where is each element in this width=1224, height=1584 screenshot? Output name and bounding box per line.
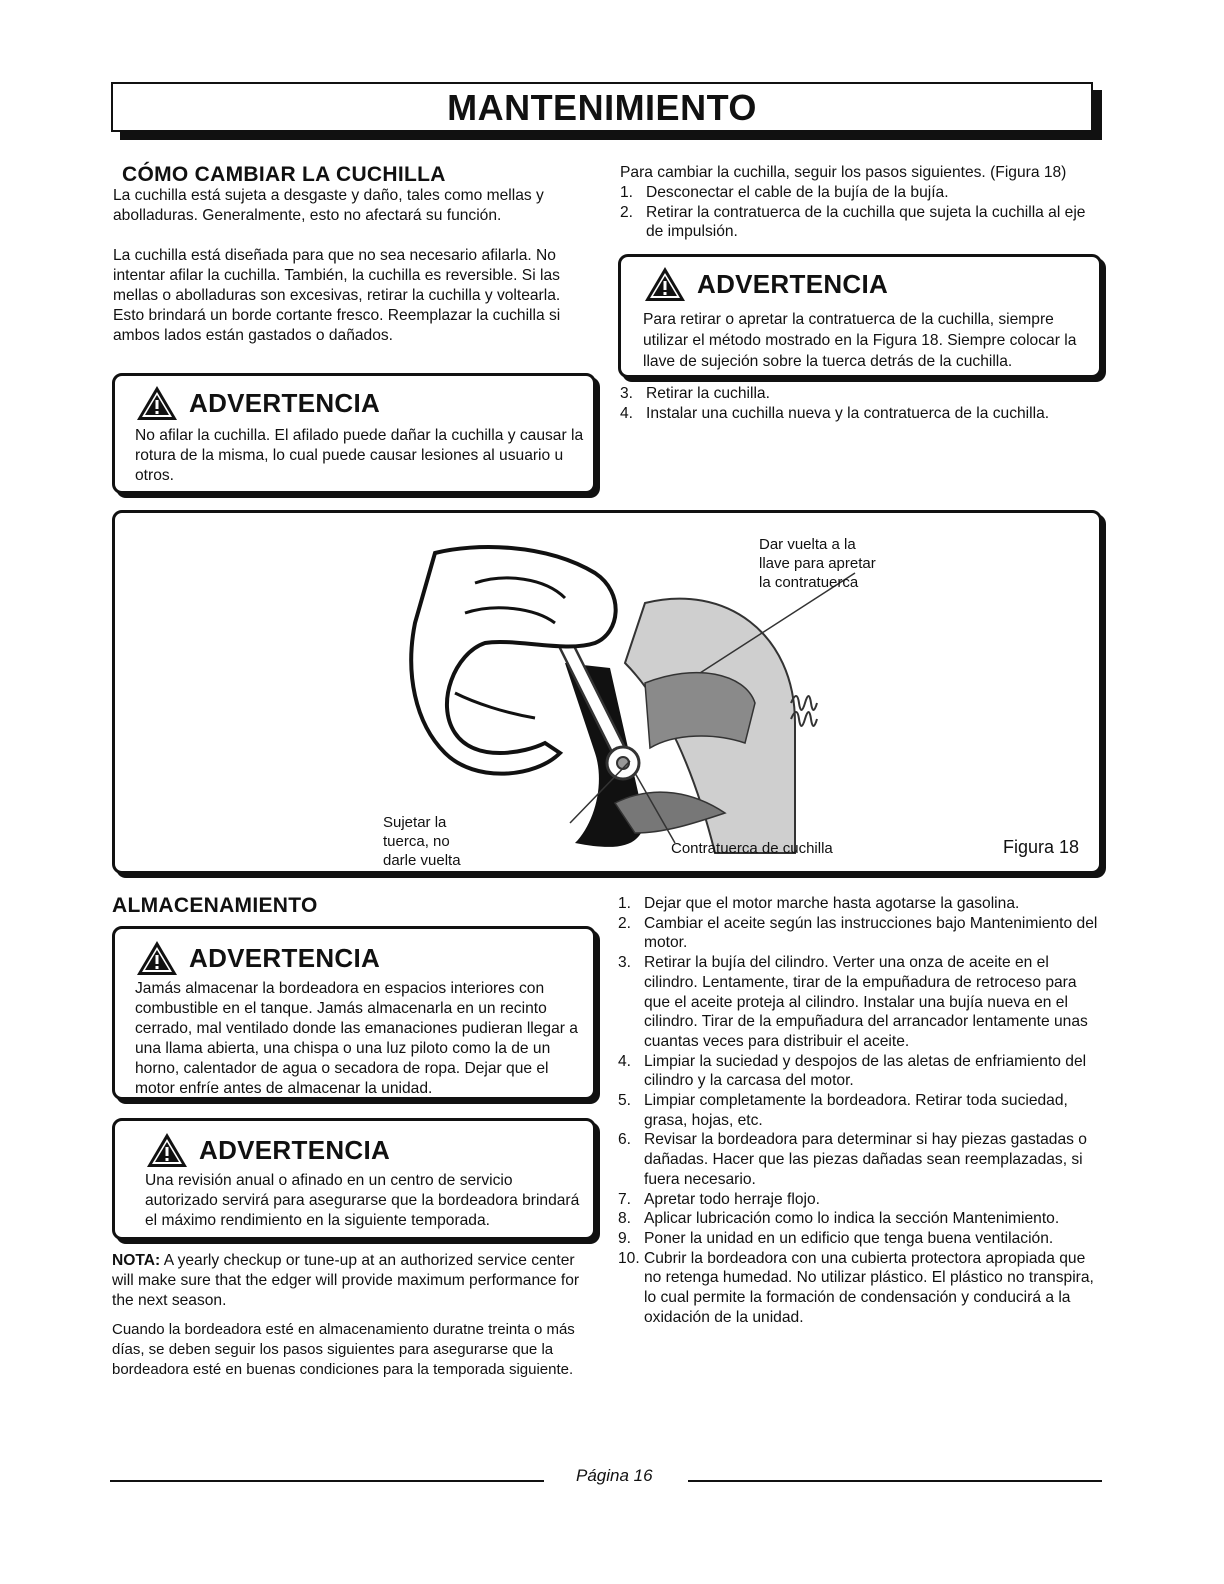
warning-title: ADVERTENCIA — [135, 384, 593, 422]
warning-title: ADVERTENCIA — [643, 265, 1099, 303]
blade-steps-list-b — [620, 384, 1090, 423]
blade-section-title: CÓMO CAMBIAR LA CUCHILLA — [122, 163, 446, 186]
warning-body: Una revisión anual o afinado en un centro de servicio autorizado servirá para asegurarse que la bordeadora brindará el máximo rendimiento en la siguiente temporada. — [145, 1172, 580, 1229]
list-item: 10. Cubrir la bordeadora con una cubierta protectora apropiada que no retenga humedad. No utilizar plástico. El plástico no transpira, lo cual permite la formación de condensación y conducirá a la oxidación de la unidad. — [618, 1249, 1094, 1326]
list-item: 9. Poner la unidad en un edificio que tenga buena ventilación. — [618, 1229, 1054, 1247]
page-title: MANTENIMIENTO — [111, 82, 1093, 132]
list-item: 7. Apretar todo herraje flojo. — [618, 1190, 820, 1208]
note-label: NOTA: — [112, 1252, 161, 1269]
storage-paragraph: Cuando la bordeadora esté en almacenamiento duratne treinta o más días, se deben seguir los pasos siguientes para asegurarse que la bordeadora esté en buenas condiciones para la temporada siguiente. — [112, 1321, 575, 1378]
list-item: 4. Instalar una cuchilla nueva y la contratuerca de la cuchilla. — [620, 404, 1050, 422]
callout-blade-locknut: Contratuerca de cuchilla — [671, 840, 833, 857]
warning-triangle-icon — [135, 939, 179, 977]
warning-body: Para retirar o apretar la contratuerca de la cuchilla, siempre utilizar el método mostrado en la Figura 18. Siempre colocar la llave de sujeción sobre la tuerca detrás de la cuchilla. — [643, 311, 1077, 370]
callout-hold-nut: Sujetar la tuerca, no darle vuelta — [383, 814, 461, 869]
storage-section-title: ALMACENAMIENTO — [112, 894, 318, 917]
blade-steps-list-a — [620, 183, 1090, 242]
warning-body: No afilar la cuchilla. El afilado puede dañar la cuchilla y causar la rotura de la misma, lo cual puede causar lesiones al usuario u otros. — [135, 427, 584, 484]
blade-para-1: La cuchilla está sujeta a desgaste y daño, tales como mellas y abolladuras. Generalmente, esto no afectará su función. — [113, 187, 544, 224]
warning-box-annual-checkup — [112, 1118, 596, 1240]
note-text: A yearly checkup or tune-up at an authorized service center will make sure that the edger will provide maximum performance for the next season. — [112, 1252, 580, 1309]
warning-box-locknut — [618, 254, 1102, 378]
list-item: 8. Aplicar lubricación como lo indica la sección Mantenimiento. — [618, 1210, 1060, 1228]
warning-title: ADVERTENCIA — [145, 1131, 593, 1169]
list-item: 1. Desconectar el cable de la bujía de la bujía. — [620, 184, 949, 201]
figure-18-box — [112, 510, 1102, 874]
warning-title: ADVERTENCIA — [135, 939, 593, 977]
list-item: 5. Limpiar completamente la bordeadora. Retirar toda suciedad, grasa, hojas, etc. — [618, 1092, 1068, 1129]
list-item: 2. Retirar la contratuerca de la cuchilla que sujeta la cuchilla al eje de impulsión. — [620, 203, 1086, 241]
warning-triangle-icon — [135, 384, 179, 422]
blade-para-2: La cuchilla está diseñada para que no sea necesario afilarla. No intentar afilar la cuchilla. También, la cuchilla es reversible. Si las mellas o abolladuras son excesivas, retirar la cuchilla y voltearla. Esto brindará un borde cortante fresco. Reemplazar la cuchilla si ambos lados están gastados o dañados. — [113, 247, 561, 344]
list-item: 2. Cambiar el aceite según las instrucciones bajo Mantenimiento del motor. — [618, 914, 1098, 952]
warning-triangle-icon — [145, 1131, 189, 1169]
warning-triangle-icon — [643, 265, 687, 303]
callout-turn-wrench: Dar vuelta a la llave para apretar la contratuerca — [759, 536, 876, 591]
figure-label: Figura 18 — [1003, 837, 1080, 857]
page-number: Página 16 — [576, 1466, 653, 1485]
warning-body: Jamás almacenar la bordeadora en espacios interiores con combustible en el tanque. Jamás almacenarla en un recinto cerrado, mal ventilado donde las emanaciones pudieran llegar a una llama abierta, una chispa o una luz piloto como la de un horno, calentador de agua o secadora de ropa. Dejar que el motor enfríe antes de almacenar la unidad. — [135, 980, 578, 1097]
list-item: 1. Dejar que el motor marche hasta agotarse la gasolina. — [618, 895, 1020, 912]
storage-steps-list — [618, 894, 1102, 1327]
blade-intro-text — [113, 186, 583, 346]
note-paragraph — [112, 1251, 598, 1311]
footer-rule-left — [110, 1480, 544, 1482]
list-item: 6. Revisar la bordeadora para determinar si hay piezas gastadas o dañadas. Hacer que las piezas dañadas sean reemplazadas, si fuera necesario. — [618, 1131, 1087, 1188]
list-item: 4. Limpiar la suciedad y despojos de las aletas de enfriamiento del cilindro y la carcasa del motor. — [618, 1052, 1087, 1090]
list-item: 3. Retirar la bujía del cilindro. Verter una onza de aceite en el cilindro. Lentamente, tirar de la empuñadura de retroceso para que el aceite proteja al cilindro. Instalar una bujía nueva en el cilindro. Tirar de la empuñadura del arrancador lentamente unas cuantas veces para distribuir el aceite. — [618, 954, 1088, 1050]
footer-rule-right — [688, 1480, 1102, 1482]
list-item: 3. Retirar la cuchilla. — [620, 385, 770, 402]
warning-box-sharpen — [112, 373, 596, 494]
warning-box-storage — [112, 926, 596, 1100]
blade-steps-intro: Para cambiar la cuchilla, seguir los pasos siguientes. (Figura 18) — [620, 164, 1067, 181]
